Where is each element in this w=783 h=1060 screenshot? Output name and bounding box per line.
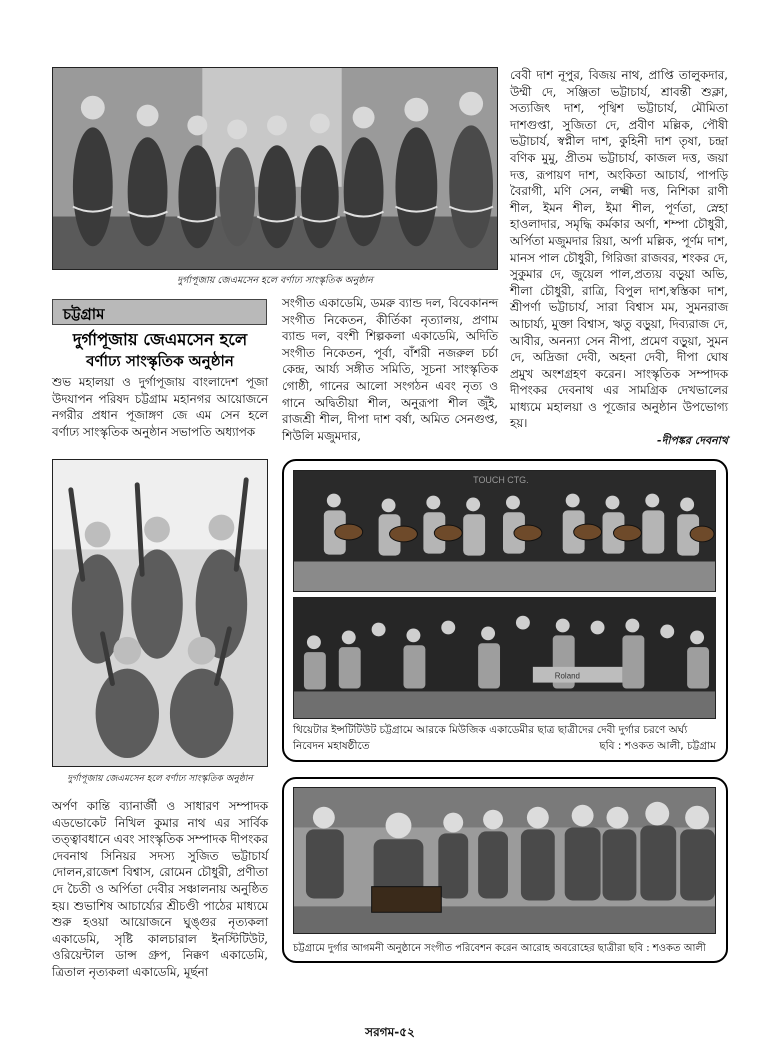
agomoni-photo-caption: চট্টগ্রামে দুর্গার আগমনী অনুষ্ঠানে সংগীত পরিবেশন করেন আরোহ অবরোহের ছাত্রীরা ছবি : শওকত আলী [293,943,706,954]
section-label: চট্টগ্রাম [52,299,267,325]
article-column-2: সংগীত একাডেমি, ডমরু ব্যান্ড দল, বিবেকানন্দ সংগীত নিকেতন, কীর্তিকা নৃত্যালয়, প্রণাম ব্যান্ড দল, বংশী শিল্পকলা একাডেমি, অদিতি সংগীত নিকেতন, পূর্বা, বাঁশরী নজরুল চর্চা কেন্দ্র, আর্য্য সঙ্গীত সমিতি, সূচনা সাংস্কৃতিক গোষ্ঠী, গানের আলো সংগঠন এবং নৃত্য ও গানে অদ্বিতীয়া শীল, অনুরূপা শীল জুঁই, রাজশ্রী শীল, দীপা দাশ বর্ষা, অমিত সেনগুপ্ত, শিউলি মজুমদার, [282,296,498,443]
choir-ensemble-illustration [294,598,715,718]
music-photo-caption-line1: থিয়েটার ইন্সটিটিউট চট্টগ্রামে আরকে মিউজিক একাডেমীর ছাত্র ছাত্রীদের দেবী দুর্গার চরণে অর্ঘ্য [293,724,688,736]
article-credit: -দীপঙ্কর দেবনাথ [657,434,728,447]
article-column-1: শুভ মহালয়া ও দুর্গাপূজায় বাংলাদেশ পূজা উদযাপন পরিষদ চট্টগ্রাম মহানগর আয়োজনে নগরীর প্রধান পূজাঙ্গণ জে এম সেন হলে বর্ণাঢ্য সাংস্কৃতিক অনুষ্ঠান সভাপতি অধ্যাপক [52,375,268,439]
music-photo-credit: ছবি : শওকত আলী, চট্টগ্রাম [599,740,716,752]
agomoni-photo [293,787,716,934]
stage-banner-text: TOUCH CTG. [473,474,529,485]
dancers-illustration [53,68,497,269]
left-photo-caption: দুর্গাপূজায় জেএমসেন হলে বর্ণাঢ্য সাংস্কৃতিক অনুষ্ঠান [67,774,253,784]
left-dancers-photo [52,459,268,767]
harmonium-singers-illustration [294,788,715,933]
page-number: সরগম-৫২ [365,1025,415,1039]
guitar-ensemble-illustration [294,471,715,591]
music-stage-photo-bottom [293,597,716,719]
article-column-3: বেবী দাশ নূপুর, বিজয় নাথ, প্রাপ্তি তালুকদার, উম্মী দে, সঞ্জিতা ভট্টাচার্য, শ্রাবন্তী শুক্লা, সত্যজিৎ দাশ, পৃথ্বিশ ভট্টাচার্য, মৌমিতা দাশগুপ্তা, সুজিতা দে, প্রবীণ মল্লিক, পৌষী ভট্টাচার্য, স্বপ্নীল দাশ, কুহিনী দাশ তৃষা, চন্দ্রা বণিক মুমু, প্রীতম ভট্টাচার্য, কাজল দত্ত, জয়া দত্ত, রূপায়ণ দাশ, অংকিতা আচার্য, পাপড়ি বৈরাগী, মণি সেন, লক্ষ্মী দত্ত, নিশিকা রাণী শীল, ইমন শীল, ইমা শীল, পূর্ণতা, স্নেহা হাওলাদার, সমৃদ্ধি কর্মকার অর্ণা, শম্পা চৌধুরী, অর্পিতা মজুমদার রিয়া, অর্পা মল্লিক, পূর্ণম দাশ, মানস পাল চৌধুরী, গিরিজা রাজবর, শংকর দে, সুকুমার দে, জুয়েল পাল,প্রত্যয় বড়ুয়া অভি, শীলা চৌধুরী, রাত্রি, বিপুল দাশ,স্বস্তিকা দাশ, শ্রীপর্ণা ভট্টাচার্য, সারা বিশ্বাস মম, সুমনরাজ আচার্য্য, মুক্তা বিশ্বাস, ঋতু বড়ুয়া, দিব্যরাজ দে, আবীর, অনন্যা সেন নীপা, প্রমেণ বড়ুয়া, সুমন দে, অদ্রিজা দেবী, অহনা দেবী, দীপা ঘোষ প্রমুখ অংশগ্রহণ করেন। সাংস্কৃতিক সম্পাদক দীপংকর দেবনাথ এর সামগ্রিক দেখভালের মাধ্যমে মহালয়া ও পূজোর অনুষ্ঠান উপভোগ্য হয়। [510,68,728,431]
keyboard-brand-text: Roland [554,671,580,681]
headline-line2: বর্ণাঢ্য সাংস্কৃতিক অনুষ্ঠান [86,352,234,370]
kathak-dancers-illustration [53,460,267,766]
top-dancers-photo [52,67,498,270]
music-photo-caption-line2: নিবেদন মহাষষ্ঠীতে [293,740,370,752]
headline-line1: দুর্গাপূজায় জেএমসেন হলে [72,330,248,349]
top-photo-caption: দুর্গাপূজায় জেএমসেন হলে বর্ণাঢ্য সাংস্কৃতিক অনুষ্ঠান [177,275,373,286]
bottom-article-text: অর্পণ কান্তি ব্যানার্জী ও সাধারণ সম্পাদক এডভোকেট নিখিল কুমার নাথ এর সার্বিক তত্ত্বাবধানে এবং সাংস্কৃতিক সম্পাদক দীপংকর দেবনাথ সিনিয়র সদস্য সুজিত ভট্টাচার্য দোলন,রাজেশ বিশ্বাস, রোমেন চৌধুরী, প্রণীতা দে চৈতী ও অর্পিতা দেবীর সঞ্চালনায় অনুষ্ঠিত হয়। শুভাশিষ আচার্য্যের শ্রীচণ্ডী পাঠের মাধ্যমে শুরু হওয়া আয়োজনে ঘুঙ্গুর নৃত্যকলা একাডেমি, সৃষ্টি কালচারাল ইনস্টিটিউট, ওরিয়েন্টাল ডান্স গ্রুপ, নিক্কণ একাডেমি, ত্রিতাল নৃত্যকলা একাডেমি, মূর্ছনা [52,799,268,979]
music-stage-photo-top [293,470,716,592]
